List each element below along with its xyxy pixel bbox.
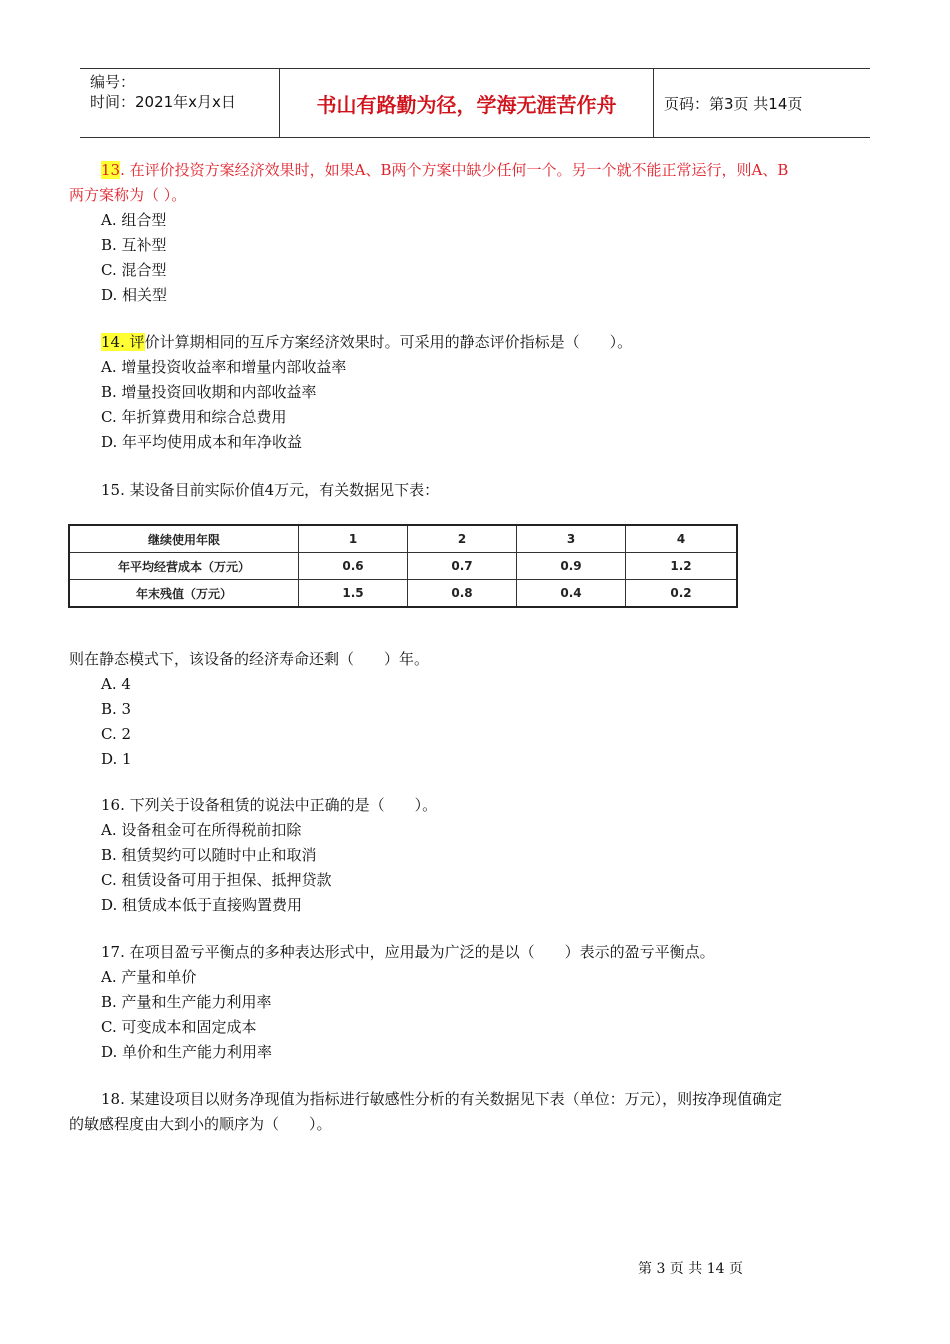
table-row <box>69 580 737 608</box>
option-a: A. 设备租金可在所得税前扣除 <box>101 821 302 839</box>
question-14 <box>69 330 874 455</box>
option-b: B. 产量和生产能力利用率 <box>101 993 272 1011</box>
question-17-stem: 17. 在项目盈亏平衡点的多种表达形式中，应用最为广泛的是以（ ）表示的盈亏平衡点。 <box>101 943 715 961</box>
table-cell: 0.6 <box>299 553 408 580</box>
header-date: 时间：2021年x月x日 <box>90 93 236 111</box>
table-cell: 0.2 <box>626 580 738 608</box>
option-d: D. 租赁成本低于直接购置费用 <box>101 896 303 914</box>
option-b: B. 租赁契约可以随时中止和取消 <box>101 846 317 864</box>
table-header-cell: 1 <box>299 525 408 553</box>
option-c: C. 2 <box>101 725 132 743</box>
question-16-stem: 16. 下列关于设备租赁的说法中正确的是（ ）。 <box>101 796 438 814</box>
table-header-cell: 4 <box>626 525 738 553</box>
header-page: 页码：第3页 共14页 <box>664 94 803 113</box>
option-c: C. 年折算费用和综合总费用 <box>101 408 287 426</box>
table-header-cell: 继续使用年限 <box>69 525 299 553</box>
question-18 <box>69 1087 874 1137</box>
question-13-number: 13 <box>101 161 121 179</box>
table-header-cell: 2 <box>408 525 517 553</box>
table-cell: 1.2 <box>626 553 738 580</box>
option-a: A. 组合型 <box>101 211 167 229</box>
table-header-row <box>69 525 737 553</box>
table-cell: 年末残值（万元） <box>69 580 299 608</box>
table-row <box>69 553 737 580</box>
table-cell: 0.8 <box>408 580 517 608</box>
question-13-stem-cont: 两方案称为（ ）。 <box>69 186 187 204</box>
question-16 <box>69 793 874 918</box>
option-c: C. 混合型 <box>101 261 167 279</box>
option-d: D. 相关型 <box>101 286 168 304</box>
question-14-number: 14. 评 <box>101 333 145 351</box>
option-c: C. 租赁设备可用于担保、抵押贷款 <box>101 871 332 889</box>
header-motto: 书山有路勤为径，学海无涯苦作舟 <box>280 69 654 137</box>
question-17 <box>69 940 874 1065</box>
question-15 <box>69 647 874 772</box>
question-13-stem: 13. 在评价投资方案经济效果时，如果A、B两个方案中缺少任何一个。另一个就不能正常运行，则A、B <box>101 161 789 179</box>
question-15-prompt: 则在静态模式下，该设备的经济寿命还剩（ ）年。 <box>69 650 430 668</box>
table-cell: 年平均经营成本（万元） <box>69 553 299 580</box>
option-b: B. 增量投资回收期和内部收益率 <box>101 383 317 401</box>
option-b: B. 互补型 <box>101 236 167 254</box>
option-a: A. 4 <box>101 675 131 693</box>
table-cell: 0.7 <box>408 553 517 580</box>
table-cell: 1.5 <box>299 580 408 608</box>
page-footer: 第 3 页 共 14 页 <box>638 1261 743 1277</box>
equipment-data-table <box>68 524 738 608</box>
question-15-stem-block <box>69 478 874 503</box>
question-13 <box>69 158 874 308</box>
option-a: A. 产量和单价 <box>101 968 197 986</box>
table-header-cell: 3 <box>517 525 626 553</box>
option-d: D. 1 <box>101 750 132 768</box>
question-15-stem: 15. 某设备目前实际价值4万元，有关数据见下表： <box>101 481 440 499</box>
option-c: C. 可变成本和固定成本 <box>101 1018 257 1036</box>
question-18-stem-cont: 的敏感程度由大到小的顺序为（ ）。 <box>69 1115 332 1133</box>
header-meta <box>80 69 280 137</box>
option-d: D. 年平均使用成本和年净收益 <box>101 433 303 451</box>
option-b: B. 3 <box>101 700 132 718</box>
question-18-stem: 18. 某建设项目以财务净现值为指标进行敏感性分析的有关数据见下表（单位：万元），则按净现值确定 <box>101 1090 783 1108</box>
table-cell: 0.9 <box>517 553 626 580</box>
page-header <box>80 68 870 138</box>
header-number: 编号： <box>90 73 136 91</box>
table-cell: 0.4 <box>517 580 626 608</box>
option-d: D. 单价和生产能力利用率 <box>101 1043 273 1061</box>
option-a: A. 增量投资收益率和增量内部收益率 <box>101 358 347 376</box>
question-14-stem: 14. 评价计算期相同的互斥方案经济效果时。可采用的静态评价指标是（ ）。 <box>101 333 633 351</box>
